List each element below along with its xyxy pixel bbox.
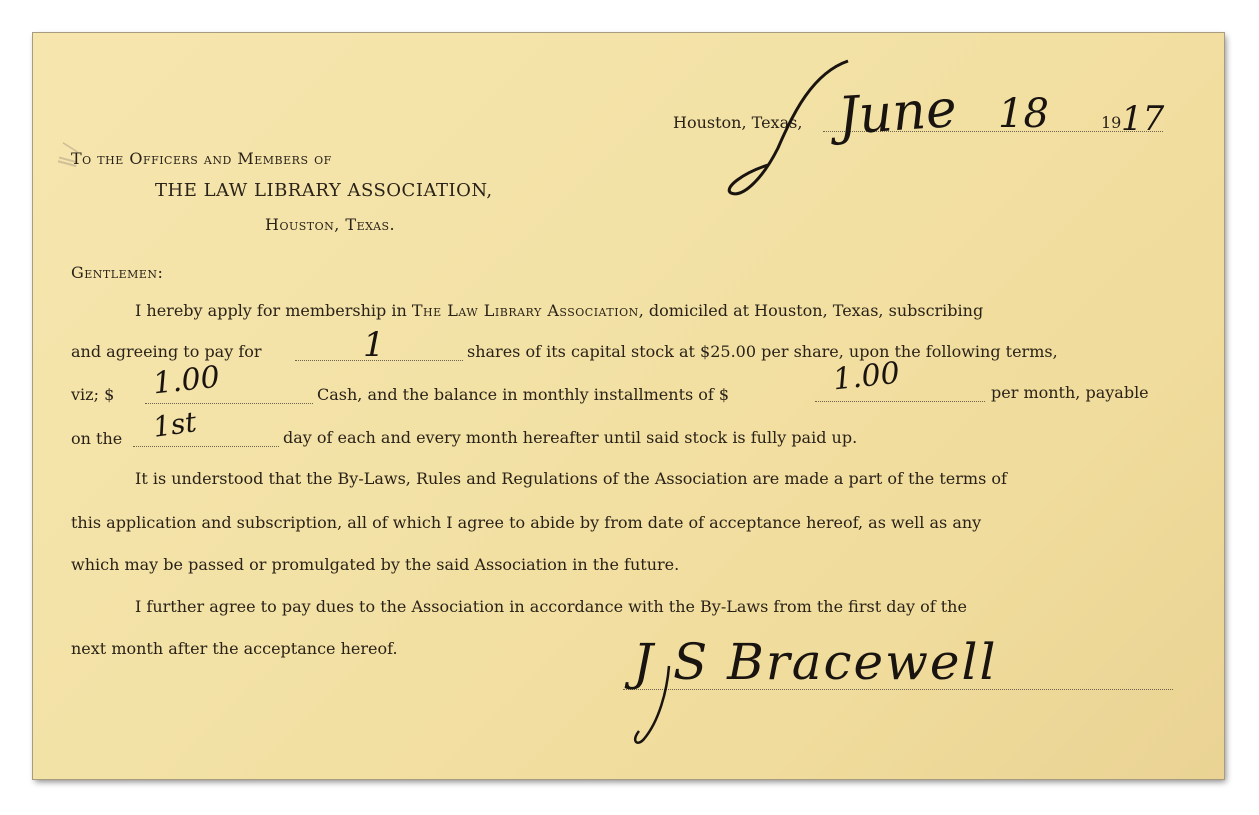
city-label: Houston, Texas, [673,113,803,132]
monthly-line [815,401,985,402]
shares-value: 1 [363,325,385,365]
p3-line1: I further agree to pay dues to the Association in accordance with the By-Laws from the first day of the [135,597,967,616]
p2-line1: It is understood that the By-Laws, Rules and Regulations of the Association are made a part of the terms of [135,469,1007,488]
p3-line2: next month after the acceptance hereof. [71,639,398,658]
date-day: 18 [998,91,1049,137]
cash-line [145,403,313,404]
p1-l3-c: per month, payable [991,383,1149,402]
p1-l1-b: , domiciled at Houston, Texas, subscribing [638,301,984,320]
year-prefix: 19 [1101,113,1122,132]
p2-line3: which may be passed or promulgated by the said Association in the future. [71,555,680,574]
day-line [133,446,279,447]
date-flourish [723,53,853,203]
date-month: June [836,78,959,148]
day-value: 1st [150,405,199,444]
p1-l2-b: shares of its capital stock at $25.00 per share, upon the following terms, [467,342,1058,361]
p1-l4-a: on the [71,429,123,448]
salutation: Gentlemen: [71,263,164,282]
p1-l4-b: day of each and every month hereafter until said stock is fully paid up. [283,428,858,447]
signature-flourish [629,661,699,751]
p2-line2: this application and subscription, all of which I agree to abide by from date of acceptance hereof, as well as any [71,513,982,532]
addressee-line1: To the Officers and Members of [71,149,332,168]
cash-value: 1.00 [151,359,222,402]
addressee-line3: Houston, Texas. [265,215,396,234]
p1-l2-a: and agreeing to pay for [71,342,262,361]
pencil-marginalia: ǁ / [53,140,83,170]
year-suffix: 17 [1121,99,1165,139]
signature: J S Bracewell [633,633,998,691]
p1-l3-a: viz; $ [71,385,115,404]
addressee-line2: THE LAW LIBRARY ASSOCIATION, [155,180,493,201]
p1-l1-assoc: The Law Library Association [411,301,639,320]
monthly-value: 1.00 [831,355,902,398]
p1-l3-b: Cash, and the balance in monthly installments of $ [317,385,730,404]
p1-line1 [135,301,983,320]
application-form [33,33,1224,779]
p1-l1-a: I hereby apply for membership in [135,301,407,320]
